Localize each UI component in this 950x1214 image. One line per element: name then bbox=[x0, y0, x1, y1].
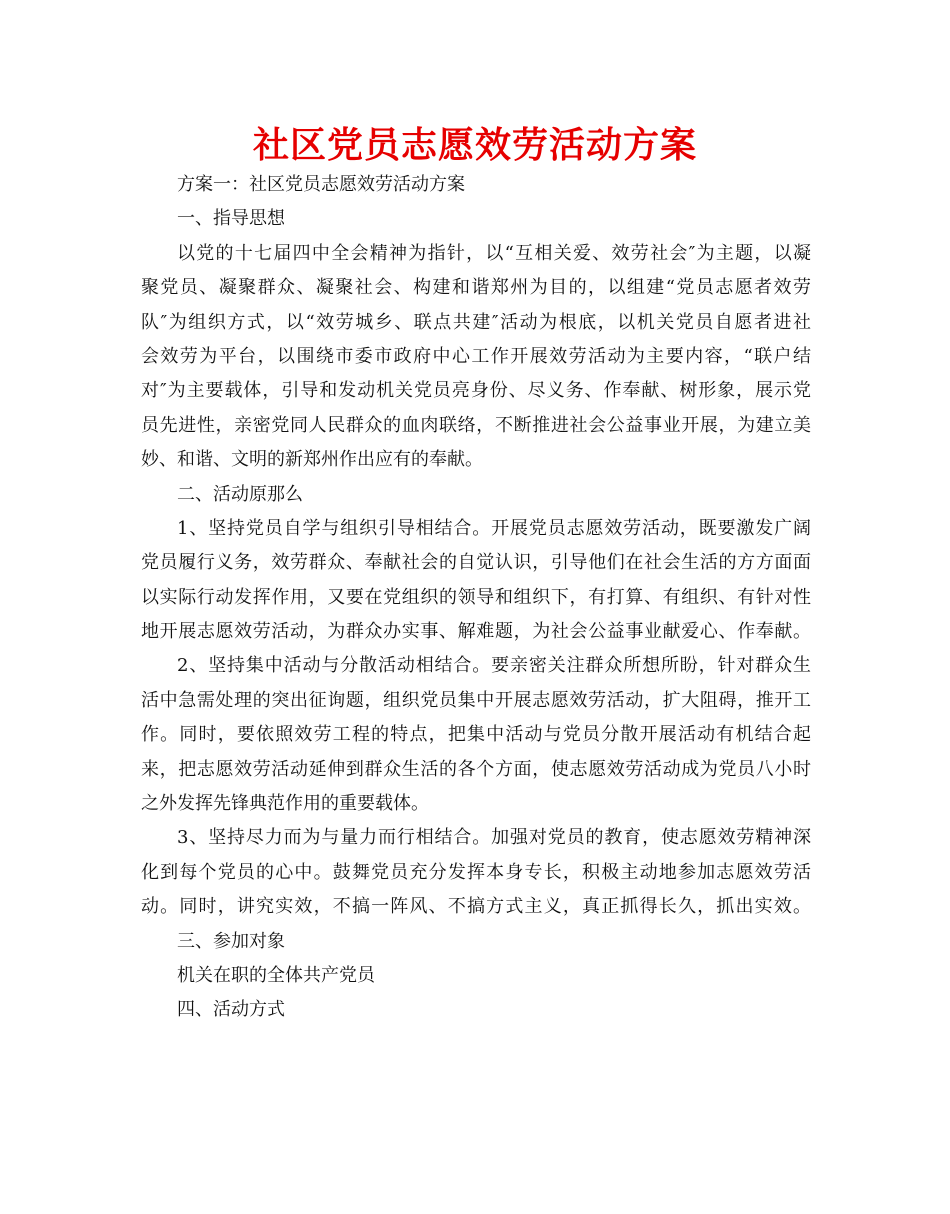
text-line: 来，把志愿效劳活动延伸到群众生活的各个方面，使志愿效劳活动成为党员八小时 bbox=[141, 758, 811, 780]
document-title: 社区党员志愿效劳活动方案 bbox=[252, 125, 697, 166]
text-line: 对″为主要载体，引导和发动机关党员亮身份、尽义务、作奉献、树形象，展示党 bbox=[141, 380, 811, 402]
text-line: 以实际行动发挥作用，又要在党组织的领导和组织下，有打算、有组织、有针对性 bbox=[141, 586, 811, 608]
text-line: 聚党员、凝聚群众、凝聚社会、构建和谐郑州为目的，以组建“党员志愿者效劳 bbox=[141, 277, 811, 299]
text-line: 一、指导思想 bbox=[177, 208, 285, 230]
text-line: 之外发挥先锋典范作用的重要载体。 bbox=[141, 793, 429, 815]
text-line: 队″为组织方式，以“效劳城乡、联点共建″活动为根底，以机关党员自愿者进社 bbox=[141, 311, 811, 333]
text-line: 党员履行义务，效劳群众、奉献社会的自觉认识，引导他们在社会生活的方方面面 bbox=[141, 552, 811, 574]
text-line: 会效劳为平台，以围绕市委市政府中心工作开展效劳活动为主要内容，“联户结 bbox=[141, 345, 811, 367]
text-line: 以党的十七届四中全会精神为指针，以“互相关爱、效劳社会″为主题，以凝 bbox=[177, 242, 811, 264]
text-line: 机关在职的全体共产党员 bbox=[177, 964, 375, 986]
text-line: 2、坚持集中活动与分散活动相结合。要亲密关注群众所想所盼，针对群众生 bbox=[177, 655, 811, 677]
text-line: 动。同时，讲究实效，不搞一阵风、不搞方式主义，真正抓得长久，抓出实效。 bbox=[141, 896, 811, 918]
text-line: 二、活动原那么 bbox=[177, 483, 303, 505]
text-line: 妙、和谐、文明的新郑州作出应有的奉献。 bbox=[141, 449, 483, 471]
document-body bbox=[141, 168, 811, 1028]
text-line: 方案一：社区党员志愿效劳活动方案 bbox=[177, 174, 465, 195]
text-line: 员先进性，亲密党同人民群众的血肉联络，不断推进社会公益事业开展，为建立美 bbox=[141, 414, 811, 436]
text-line: 1、坚持党员自学与组织引导相结合。开展党员志愿效劳活动，既要激发广阔 bbox=[177, 517, 811, 539]
text-line: 化到每个党员的心中。鼓舞党员充分发挥本身专长，积极主动地参加志愿效劳活 bbox=[141, 861, 811, 883]
text-line: 四、活动方式 bbox=[177, 999, 285, 1021]
text-line: 活中急需处理的突出征询题，组织党员集中开展志愿效劳活动，扩大阻碍，推开工 bbox=[141, 689, 811, 711]
text-line: 作。同时，要依照效劳工程的特点，把集中活动与党员分散开展活动有机结合起 bbox=[141, 724, 811, 746]
text-line: 三、参加对象 bbox=[177, 930, 285, 952]
text-line: 3、坚持尽力而为与量力而行相结合。加强对党员的教育，使志愿效劳精神深 bbox=[177, 827, 811, 849]
text-line: 地开展志愿效劳活动，为群众办实事、解难题，为社会公益事业献爱心、作奉献。 bbox=[141, 621, 811, 643]
